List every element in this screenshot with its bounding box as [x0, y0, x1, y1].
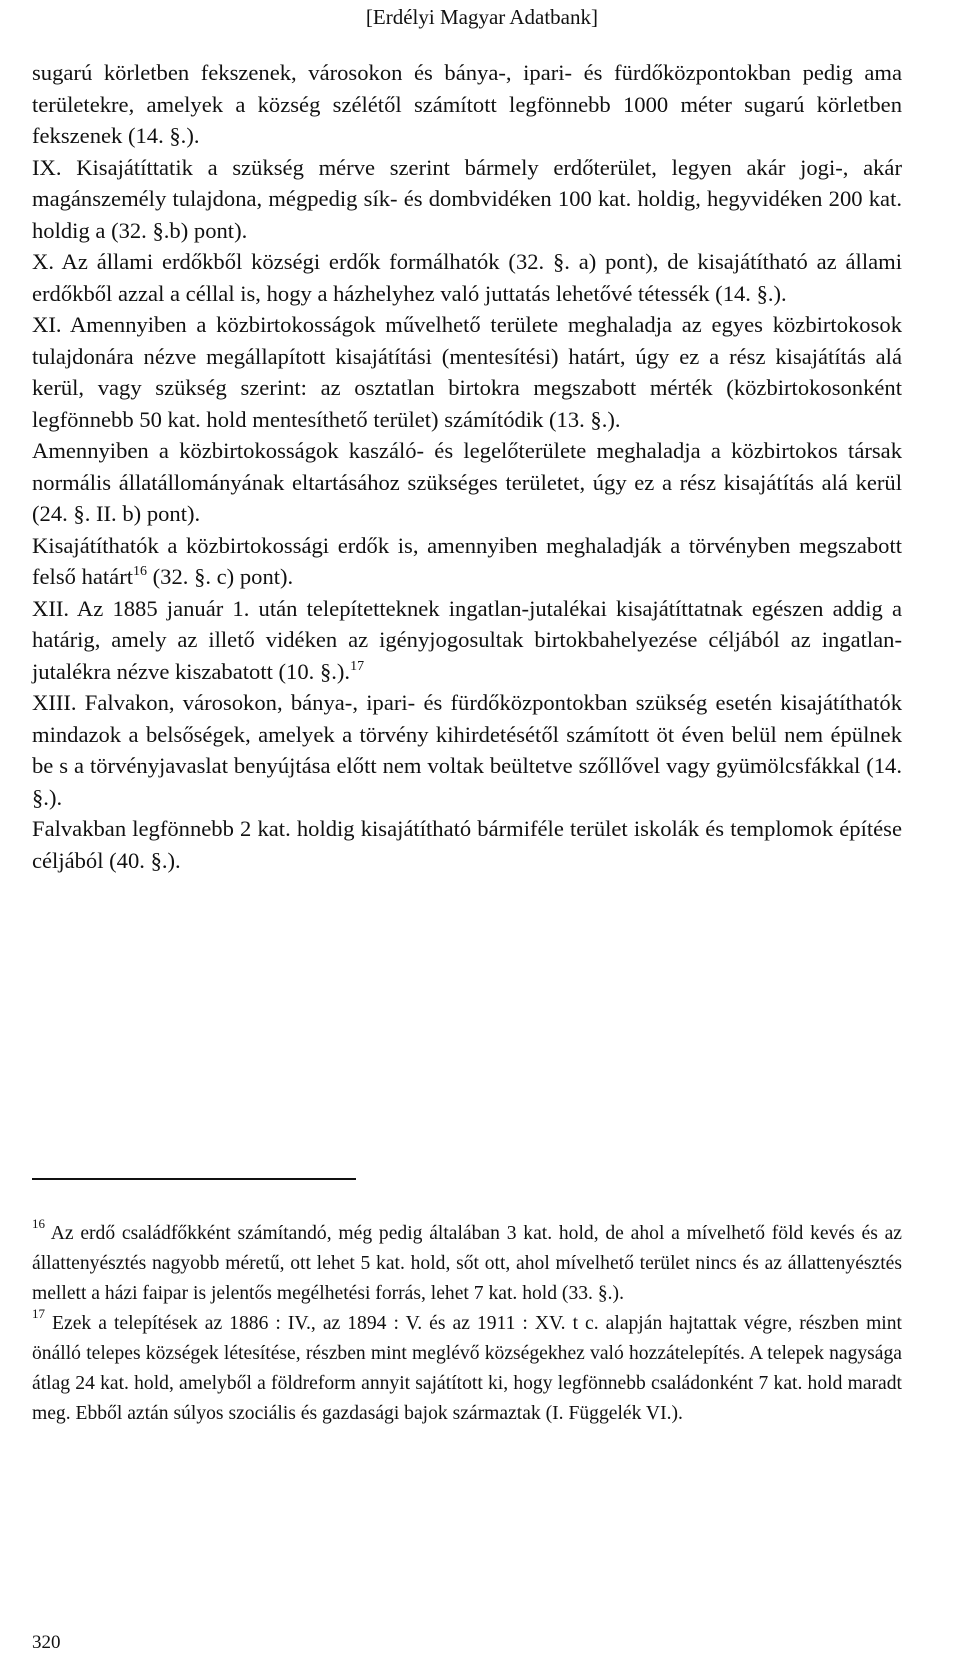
page-number: 320	[32, 1632, 61, 1653]
paragraph-3: X. Az állami erdőkből községi erdők formálhatók (32. §. a) pont), de kisajátítható az állami erdőkből azzal a céllal is, hogy a házhelyhez való juttatás lehetővé tétessék (14. §.).	[32, 249, 902, 306]
footnote-17	[32, 1306, 902, 1429]
footnote-text: Ezek a telepítések az 1886 : IV., az 1894 : V. és az 1911 : XV. t c. alapján hajtattak végre, részben mint önálló telepes községek létesítése, részben mint meglévő községekhez való hozzátelepítés. A telepek nagysága átlag 24 kat. hold, amelyből a földreform annyit sajátított ki, hogy legfönnebb családonként 7 kat. hold maradt meg. Ebből aztán súlyos szociális és gazdasági bajok származtak (I. Függelék VI.).	[32, 1313, 902, 1424]
footnote-mark: 17	[32, 1306, 45, 1321]
footnote-16	[32, 1216, 902, 1309]
footnotes	[32, 1216, 902, 1429]
footnote-ref-16[interactable]: 16	[133, 564, 147, 579]
footnote-ref-17[interactable]: 17	[350, 658, 365, 674]
paragraph-8: XIII. Falvakon, városokon, bánya-, ipari- és fürdőközpontokban szükség esetén kisajátíthatók mindazok a belsőségek, amelyek a törvény kihirdetésétől számított öt éven belül nem épülnek be s a törvényjavaslat benyújtása előtt nem voltak beültetve szőllővel vagy gyümölcsfákkal (14. §.).	[32, 690, 902, 810]
footnote-mark: 16	[32, 1216, 45, 1231]
paragraph-6	[32, 530, 902, 593]
main-text	[32, 57, 902, 876]
paragraph-7-text: XII. Az 1885 január 1. után telepítetteknek ingatlan-jutalékai kisajátíttatnak egészen addig a határig, amely az illető vidéken az igényjogosultak birtokbahelyezése céljából az ingatlan-jutalékra nézve kiszabatott (10. §.).	[32, 595, 902, 684]
footnote-text: Az erdő családfőkként számítandó, még pedig általában 3 kat. hold, de ahol a mívelhető föld kevés és az állattenyésztés nagyobb méretű, ott lehet 5 kat. hold, sőt ott, ahol mívelhető terület nincs és az állattenyésztés mellett a házi faipar is jelentős megélhetési forrás, lehet 7 kat. hold (33. §.).	[32, 1223, 902, 1304]
source-header: [Erdélyi Magyar Adatbank]	[365, 5, 598, 29]
paragraph-6-text: Kisajátíthatók a közbirtokossági erdők is, amennyiben meghaladják a törvényben megszabott felső határt	[32, 532, 902, 589]
paragraph-2: IX. Kisajátíttatik a szükség mérve szerint bármely erdőterület, legyen akár jogi-, akár magánszemély tulajdona, mégpedig sík- és dombvidéken 100 kat. holdig, hegyvidéken 200 kat. holdig a (32. §.b) pont).	[32, 154, 902, 243]
paragraph-7	[32, 593, 902, 688]
footnote-separator	[32, 1178, 356, 1180]
paragraph-9: Falvakban legfönnebb 2 kat. holdig kisajátítható bármiféle terület iskolák és templomok építése céljából (40. §.).	[32, 816, 902, 873]
paragraph-6-tail: (32. §. c) pont).	[147, 564, 294, 589]
paragraph-5: Amennyiben a közbirtokosságok kaszáló- és legelőterülete meghaladja a közbirtokos társak normális állatállományának eltartásához szükséges területet, úgy ez a rész kisajátítás alá kerül (24. §. II. b) pont).	[32, 438, 902, 526]
paragraph-1: sugarú körletben fekszenek, városokon és bánya-, ipari- és fürdőközpontokban pedig ama területekre, amelyek a község szélétől számított legfönnebb 1000 méter sugarú körletben fekszenek (14. §.).	[32, 60, 902, 148]
paragraph-4: XI. Amennyiben a közbirtokosságok művelhető területe meghaladja az egyes közbirtokosok tulajdonára nézve megállapított kisajátítási (mentesítési) határt, úgy ez a rész kisajátítás alá kerül, vagy szükség szerint: az osztatlan birtokra megszabott mérték (közbirtokosonként legfönnebb 50 kat. hold mentesíthető terület) számítódik (13. §.).	[32, 312, 902, 432]
